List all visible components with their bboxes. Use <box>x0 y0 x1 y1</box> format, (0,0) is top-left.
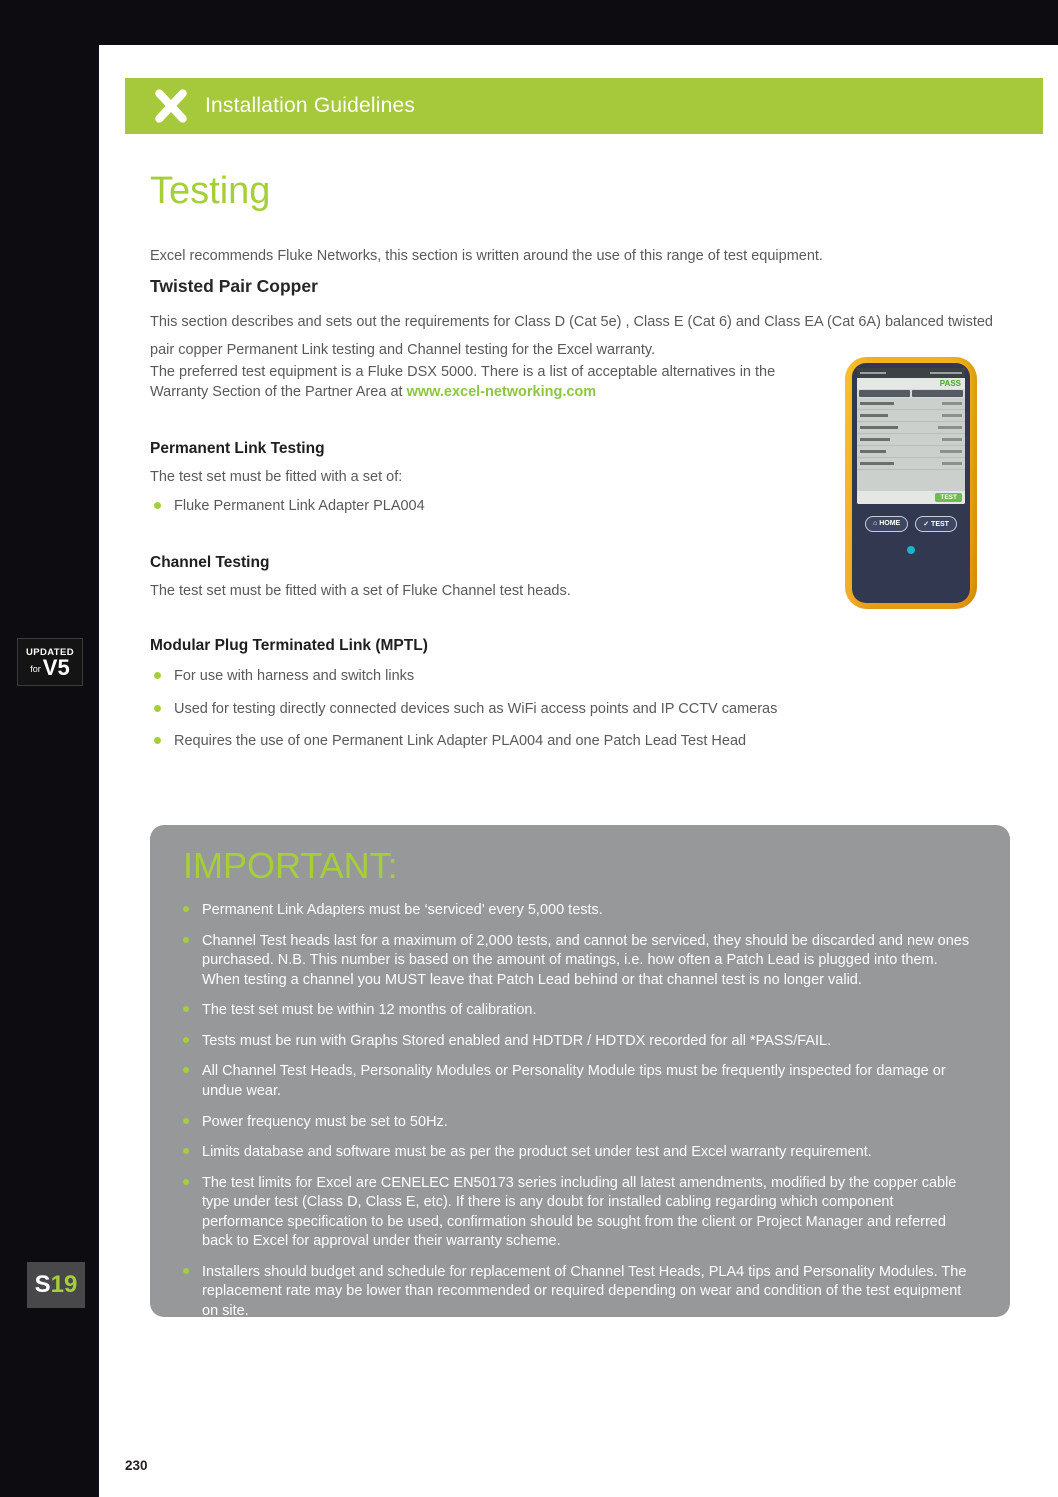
bullet-text: For use with harness and switch links <box>174 668 415 684</box>
list-item <box>183 1174 974 1252</box>
bullet-text: All Channel Test Heads, Personality Modules or Personality Module tips must be frequently inspected for damage or undue wear. <box>202 1063 946 1099</box>
twisted-paragraph-2 <box>150 362 798 402</box>
page-number: 230 <box>125 1458 148 1473</box>
page-title: Testing <box>150 170 271 212</box>
device-screen-tabs <box>857 389 965 398</box>
bullet-text: The test limits for Excel are CENELEC EN50173 series including all latest amendments, modified by the copper cable type under test (Class D, Class E, etc). If there is any doubt for installed cabling regarding which component performance specification to be used, confirmation should be sought from the client or Project Manager and referred back to Excel for approval under their warranty scheme. <box>202 1174 957 1250</box>
device-screen-row <box>857 398 965 410</box>
device-screen-row <box>857 422 965 434</box>
bullet-icon <box>154 705 161 712</box>
bullet-icon <box>183 906 189 912</box>
bullet-icon <box>154 737 161 744</box>
updated-v5-badge <box>17 638 83 686</box>
fluke-dsx-tester-image <box>845 357 977 609</box>
list-item <box>150 732 870 752</box>
device-screen-statusbar <box>857 368 965 378</box>
device-screen-row <box>857 434 965 446</box>
list-item <box>183 1062 974 1101</box>
home-button-label: ⌂ HOME <box>865 516 908 532</box>
intro-paragraph: Excel recommends Fluke Networks, this section is written around the use of this range of test equipment. <box>150 248 823 264</box>
for-label: for <box>30 664 41 675</box>
bullet-text: Requires the use of one Permanent Link Adapter PLA004 and one Patch Lead Test Head <box>174 733 747 750</box>
device-screen-row <box>857 458 965 470</box>
bullet-icon <box>154 502 161 509</box>
list-item <box>183 901 974 921</box>
excel-x-logo-icon <box>153 88 189 124</box>
heading-mptl: Modular Plug Terminated Link (MPTL) <box>150 637 428 654</box>
bullet-text: Installers should budget and schedule for replacement of Channel Test Heads, PLA4 tips and Personality Modules. The replacement rate may be lower than recommended or required depending on wear and condition of the test equipment on site. <box>202 1263 967 1319</box>
important-bullet-list <box>183 901 974 1322</box>
bullet-icon <box>183 1006 189 1012</box>
heading-permanent-link-testing: Permanent Link Testing <box>150 440 325 457</box>
version-label <box>30 654 70 680</box>
device-screen <box>857 368 965 504</box>
twisted-paragraph-1: This section describes and sets out the requirements for Class D (Cat 5e) , Class E (Cat 6) and Class EA (Cat 6A) balanced twisted pair copper Permanent Link testing and Channel testing for the Excel warranty. <box>150 314 993 359</box>
bullet-text: Power frequency must be set to 50Hz. <box>202 1113 448 1130</box>
permanent-link-lead: The test set must be fitted with a set of: <box>150 469 403 485</box>
bullet-icon <box>183 1179 189 1185</box>
list-item <box>150 700 870 720</box>
heading-channel-testing: Channel Testing <box>150 554 270 571</box>
bullet-icon <box>183 937 189 943</box>
channel-lead: The test set must be fitted with a set of Fluke Channel test heads. <box>150 583 571 599</box>
list-item <box>183 1263 974 1322</box>
device-face <box>852 363 970 603</box>
bullet-icon <box>154 672 161 679</box>
bullet-text: Limits database and software must be as per the product set under test and Excel warranty requirement. <box>202 1144 872 1161</box>
screen-test-button-label: TEST <box>935 493 962 502</box>
permanent-link-bullet-list <box>150 497 810 530</box>
device-screen-row <box>857 446 965 458</box>
bullet-icon <box>183 1118 189 1124</box>
device-led-dot <box>907 546 915 554</box>
bullet-icon <box>183 1067 189 1073</box>
mptl-bullet-list <box>150 667 870 765</box>
device-pass-row <box>857 378 965 389</box>
pass-status-label: PASS <box>939 379 961 388</box>
section-number: 19 <box>50 1271 78 1298</box>
section-header-bar <box>125 78 1043 134</box>
important-title: IMPORTANT: <box>183 845 398 886</box>
device-body <box>845 357 977 609</box>
test-button-label: ✓ TEST <box>915 516 957 532</box>
list-item <box>150 497 810 517</box>
important-notice-box <box>150 825 1010 1317</box>
v5-label: V5 <box>42 654 70 680</box>
device-screen-row <box>857 410 965 422</box>
device-controls <box>857 516 965 532</box>
twisted-paragraph-2-text: The preferred test equipment is a Fluke DSX 5000. There is a list of acceptable alternatives in the Warranty Section of the Partner Area at <box>150 364 776 400</box>
section-header-title: Installation Guidelines <box>205 94 416 117</box>
bullet-text: The test set must be within 12 months of calibration. <box>202 1002 537 1019</box>
updated-label: UPDATED <box>25 646 74 658</box>
list-item <box>183 1001 974 1021</box>
list-item <box>183 1113 974 1133</box>
bullet-text: Fluke Permanent Link Adapter PLA004 <box>174 498 425 514</box>
bullet-text: Used for testing directly connected devices such as WiFi access points and IP CCTV cameras <box>174 700 778 717</box>
bullet-icon <box>183 1148 189 1154</box>
list-item <box>150 667 870 687</box>
device-screen-bottom <box>857 491 965 504</box>
excel-networking-link[interactable]: www.excel-networking.com <box>406 384 597 400</box>
bullet-icon <box>183 1268 189 1274</box>
list-item <box>183 932 974 991</box>
list-item <box>183 1032 974 1052</box>
bullet-text: Channel Test heads last for a maximum of 2,000 tests, and cannot be serviced, they should be discarded and new ones purchased. N.B. This number is based on the amount of matings, i.e. how often a Patch Lead is plugged into them. When testing a channel you MUST leave that Patch Lead behind or that channel test is no longer valid. <box>202 932 970 988</box>
section-letter: S <box>34 1271 51 1298</box>
bullet-text: Tests must be run with Graphs Stored enabled and HDTDR / HDTDX recorded for all *PASS/FAIL. <box>202 1032 832 1049</box>
section-s19-badge <box>27 1262 85 1308</box>
heading-twisted-pair-copper: Twisted Pair Copper <box>150 276 318 296</box>
bullet-text: Permanent Link Adapters must be ‘serviced’ every 5,000 tests. <box>202 902 603 918</box>
list-item <box>183 1143 974 1163</box>
bullet-icon <box>183 1037 189 1043</box>
